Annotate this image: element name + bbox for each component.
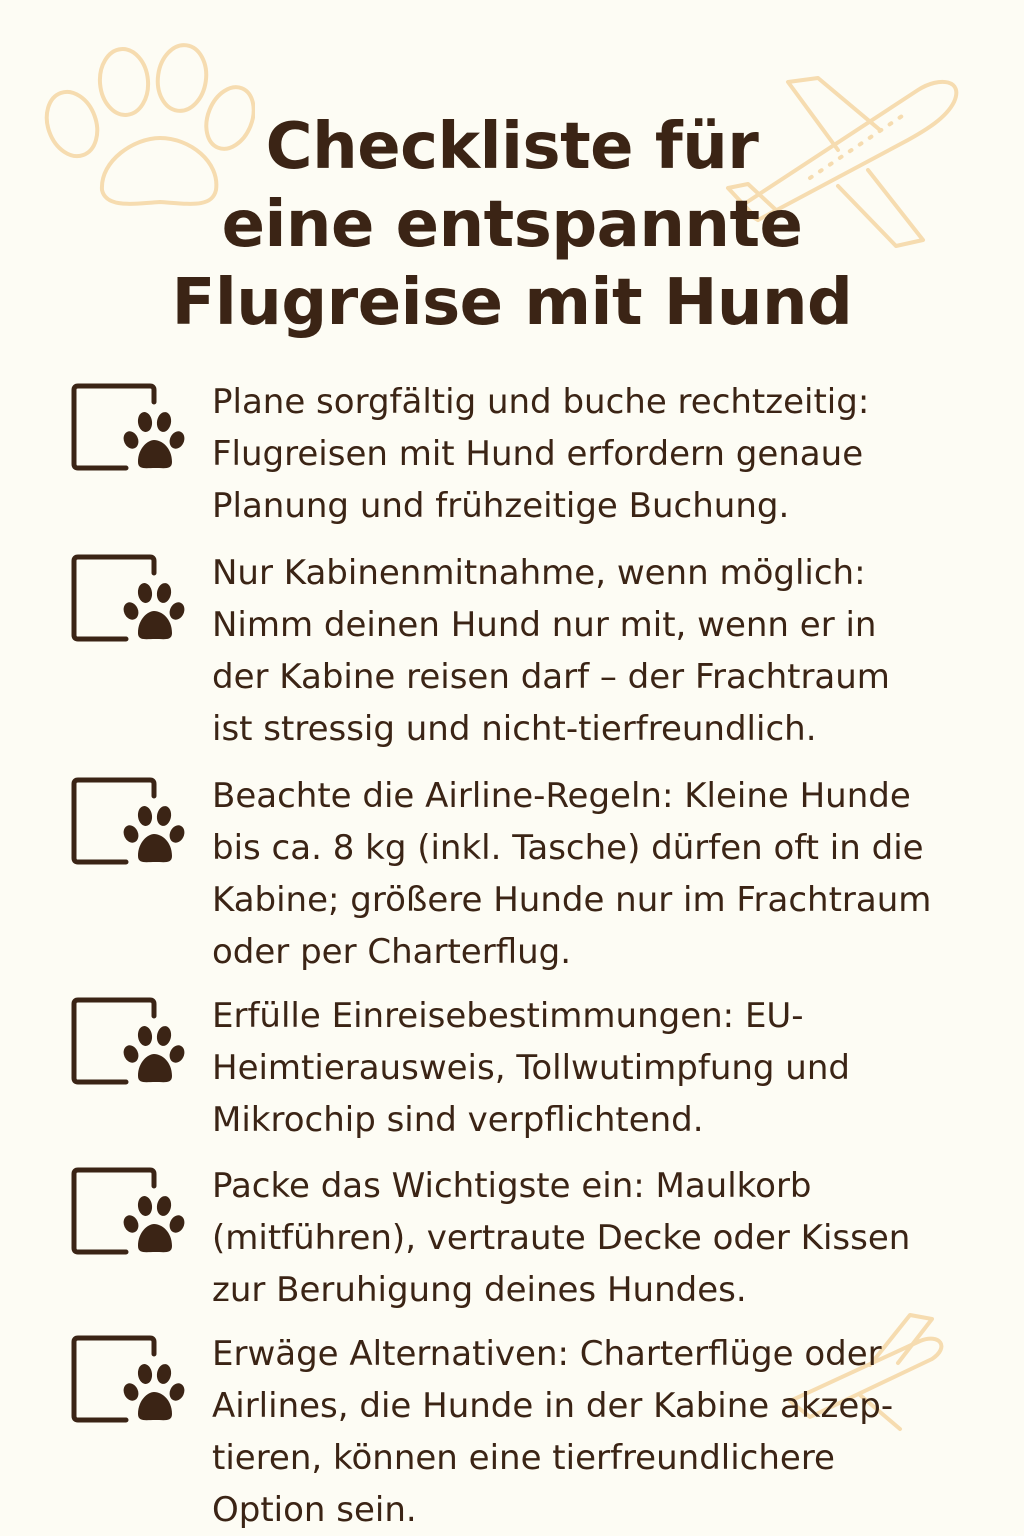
text-line: oder per Charterflug. <box>212 932 572 972</box>
title-line: eine entspannte <box>221 188 803 262</box>
text-line: Plane sorgfältig und buche rechtzeitig: <box>212 382 870 422</box>
checkbox-paw-icon[interactable] <box>70 1166 188 1258</box>
checkbox-paw-icon[interactable] <box>70 996 188 1088</box>
checklist-item-text <box>212 376 1002 532</box>
text-line: Packe das Wichtigste ein: Maulkorb <box>212 1166 812 1206</box>
text-line: Mikrochip sind verpflichtend. <box>212 1100 704 1140</box>
text-line: Nimm deinen Hund nur mit, wenn er in <box>212 605 877 645</box>
checklist-item-text <box>212 1160 1002 1316</box>
text-line: der Kabine reisen darf – der Frachtraum <box>212 657 890 697</box>
text-line: Beachte die Airline-Regeln: Kleine Hunde <box>212 776 911 816</box>
text-line: Erfülle Einreisebestimmungen: EU- <box>212 996 804 1036</box>
text-line: Option sein. <box>212 1490 417 1530</box>
title-line: Flugreise mit Hund <box>171 266 853 340</box>
text-line: Heimtierausweis, Tollwutimpfung und <box>212 1048 850 1088</box>
text-line: Planung und frühzeitige Buchung. <box>212 486 790 526</box>
text-line: Airlines, die Hunde in der Kabine akzep- <box>212 1386 894 1426</box>
text-line: Erwäge Alternativen: Charterflüge oder <box>212 1334 882 1374</box>
text-line: zur Beruhigung deines Hundes. <box>212 1270 747 1310</box>
checkbox-paw-icon[interactable] <box>70 553 188 645</box>
checklist-item-text <box>212 547 1002 755</box>
text-line: Kabine; größere Hunde nur im Frachtraum <box>212 880 932 920</box>
checkbox-paw-icon[interactable] <box>70 776 188 868</box>
text-line: Flugreisen mit Hund erfordern genaue <box>212 434 864 474</box>
checkbox-paw-icon[interactable] <box>70 1334 188 1426</box>
checklist-item-text <box>212 990 1002 1146</box>
text-line: ist stressig und nicht-tierfreundlich. <box>212 709 817 749</box>
title-line: Checkliste für <box>265 110 759 184</box>
text-line: Nur Kabinenmitnahme, wenn möglich: <box>212 553 866 593</box>
text-line: (mitführen), vertraute Decke oder Kissen <box>212 1218 911 1258</box>
checklist-item-text <box>212 770 1002 978</box>
text-line: bis ca. 8 kg (inkl. Tasche) dürfen oft in die <box>212 828 924 868</box>
checkbox-paw-icon[interactable] <box>70 382 188 474</box>
text-line: tieren, können eine tierfreundlichere <box>212 1438 835 1478</box>
checklist-item-text <box>212 1328 1002 1536</box>
